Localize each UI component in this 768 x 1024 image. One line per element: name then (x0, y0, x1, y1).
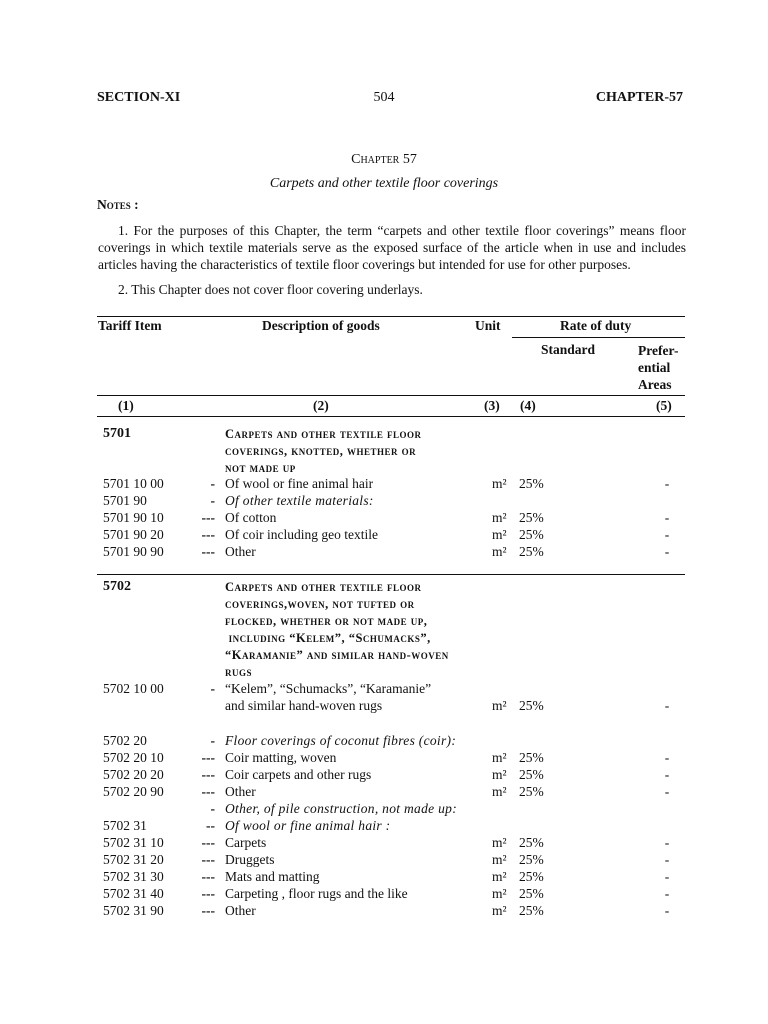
preferential-rate: - (664, 869, 670, 884)
description: “Kelem”, “Schumacks”, “Karamanie” (225, 681, 432, 696)
col-num-2: (2) (313, 398, 329, 413)
level-dash: - (210, 476, 215, 491)
tariff-code: 5701 90 (103, 493, 147, 508)
rate-sub-rule (512, 337, 685, 338)
unit: m² (492, 510, 507, 525)
level-dash: --- (201, 527, 215, 542)
table-row (0, 869, 768, 886)
description: Of cotton (225, 510, 277, 525)
heading-line: Carpets and other textile floor (225, 427, 422, 441)
preferential-rate: - (664, 750, 670, 765)
level-dash: --- (201, 750, 215, 765)
tariff-code: 5702 31 10 (103, 835, 164, 850)
standard-rate: 25% (519, 767, 544, 782)
description: Of wool or fine animal hair (225, 476, 374, 491)
description: Coir carpets and other rugs (225, 767, 372, 782)
unit: m² (492, 869, 507, 884)
level-dash: - (210, 801, 215, 816)
table-row (0, 835, 768, 852)
standard-rate: 25% (519, 869, 544, 884)
tariff-code: 5701 90 20 (103, 527, 164, 542)
table-row (0, 852, 768, 869)
heading-code-5702: 5702 (103, 579, 131, 594)
description: and similar hand-woven rugs (225, 698, 383, 713)
tariff-code: 5702 31 20 (103, 852, 164, 867)
level-dash: - (210, 493, 215, 508)
notes-label: Notes : (97, 197, 139, 212)
heading-line: flocked, whether or not made up, (225, 614, 428, 628)
col-header-description: Description of goods (262, 318, 380, 333)
description: Of coir including geo textile (225, 527, 378, 542)
preferential-rate: - (664, 784, 670, 799)
description: Other (225, 784, 256, 799)
standard-rate: 25% (519, 852, 544, 867)
description: Floor coverings of coconut fibres (coir): (225, 733, 457, 748)
heading-line: including “Kelem”, “Schumacks”, (225, 631, 431, 645)
note-1: 1. For the purposes of this Chapter, the term “carpets and other textile floor coverings” means floor coverings in which textile materials serve as the exposed surface of the article when in use and includes articles having the characteristics of textile floor coverings but intended for use for other purposes. (98, 223, 686, 272)
standard-rate: 25% (519, 886, 544, 901)
standard-rate: 25% (519, 510, 544, 525)
table-row (0, 544, 768, 561)
unit: m² (492, 544, 507, 559)
heading-line: Carpets and other textile floor (225, 580, 422, 594)
heading-line: coverings,woven, not tufted or (225, 597, 415, 611)
unit: m² (492, 767, 507, 782)
description: Other (225, 544, 256, 559)
unit: m² (492, 784, 507, 799)
level-dash: --- (201, 784, 215, 799)
table-row (0, 801, 768, 818)
table-row (0, 493, 768, 510)
preferential-rate: - (664, 698, 670, 713)
tariff-code: 5702 20 90 (103, 784, 164, 799)
preferential-rate: - (664, 476, 670, 491)
description: Other, of pile construction, not made up: (225, 801, 458, 816)
col-header-unit: Unit (475, 318, 501, 333)
table-row (0, 767, 768, 784)
level-dash: - (210, 733, 215, 748)
heading-line: rugs (225, 665, 253, 679)
preferential-rate: - (664, 767, 670, 782)
standard-rate: 25% (519, 527, 544, 542)
chapter-label: CHAPTER-57 (595, 90, 683, 105)
preferential-rate: - (664, 510, 670, 525)
standard-rate: 25% (519, 544, 544, 559)
heading-code-5701: 5701 (103, 426, 131, 441)
description: Carpets (225, 835, 267, 850)
unit: m² (492, 750, 507, 765)
unit: m² (492, 835, 507, 850)
table-row (0, 698, 768, 715)
unit: m² (492, 476, 507, 491)
section-label: SECTION-XI (97, 90, 181, 105)
level-dash: --- (201, 869, 215, 884)
tariff-code: 5701 10 00 (103, 476, 164, 491)
level-dash: --- (201, 767, 215, 782)
col-num-4: (4) (520, 398, 536, 413)
tariff-code: 5702 20 (103, 733, 147, 748)
tariff-code: 5701 90 10 (103, 510, 164, 525)
preferential-rate: - (664, 835, 670, 850)
tariff-code: 5702 31 30 (103, 869, 164, 884)
table-row (0, 750, 768, 767)
table-top-rule (97, 316, 685, 317)
standard-rate: 25% (519, 750, 544, 765)
table-row (0, 527, 768, 544)
description: Carpeting , floor rugs and the like (225, 886, 408, 901)
level-dash: --- (201, 886, 215, 901)
preferential-rate: - (664, 544, 670, 559)
table-row (0, 681, 768, 698)
heading-desc-5702 (225, 579, 495, 681)
table-row (0, 886, 768, 903)
col-header-tariff: Tariff Item (98, 318, 162, 333)
level-dash: --- (201, 903, 215, 918)
heading-line: coverings, knotted, whether or (225, 444, 417, 458)
unit: m² (492, 527, 507, 542)
description: Other (225, 903, 256, 918)
table-row (0, 903, 768, 920)
table-row (0, 733, 768, 750)
tariff-code: 5702 31 (103, 818, 147, 833)
level-dash: --- (201, 510, 215, 525)
table-row (0, 818, 768, 835)
heading-desc-5701 (225, 426, 485, 477)
tariff-code: 5701 90 90 (103, 544, 164, 559)
unit: m² (492, 698, 507, 713)
standard-rate: 25% (519, 698, 544, 713)
tariff-code: 5702 31 40 (103, 886, 164, 901)
col-header-standard: Standard (541, 342, 596, 357)
level-dash: --- (201, 852, 215, 867)
section-divider-rule (97, 574, 685, 575)
tariff-code: 5702 20 10 (103, 750, 164, 765)
description: Of other textile materials: (225, 493, 374, 508)
preferential-rate: - (664, 527, 670, 542)
description: Druggets (225, 852, 275, 867)
unit: m² (492, 886, 507, 901)
heading-line: “Karamanie” and similar hand-woven (225, 648, 449, 662)
col-num-1: (1) (118, 398, 134, 413)
description: Mats and matting (225, 869, 320, 884)
table-row (0, 476, 768, 493)
page-number: 504 (373, 90, 395, 105)
header-rule (97, 395, 685, 396)
standard-rate: 25% (519, 903, 544, 918)
level-dash: -- (206, 818, 215, 833)
note-2: 2. This Chapter does not cover floor covering underlays. (118, 282, 423, 297)
unit: m² (492, 903, 507, 918)
description: Coir matting, woven (225, 750, 337, 765)
col-num-5: (5) (656, 398, 672, 413)
preferential-rate: - (664, 886, 670, 901)
preferential-rate: - (664, 903, 670, 918)
unit: m² (492, 852, 507, 867)
table-row (0, 510, 768, 527)
level-dash: --- (201, 544, 215, 559)
col-header-rate: Rate of duty (560, 318, 632, 333)
tariff-code: 5702 20 20 (103, 767, 164, 782)
level-dash: --- (201, 835, 215, 850)
chapter-title: Chapter 57 (351, 152, 417, 167)
tariff-code: 5702 31 90 (103, 903, 164, 918)
header-bottom-rule (97, 416, 685, 417)
standard-rate: 25% (519, 784, 544, 799)
standard-rate: 25% (519, 835, 544, 850)
level-dash: - (210, 681, 215, 696)
tariff-code: 5702 10 00 (103, 681, 164, 696)
col-num-3: (3) (484, 398, 500, 413)
standard-rate: 25% (519, 476, 544, 491)
chapter-subtitle: Carpets and other textile floor coverings (269, 176, 499, 191)
description: Of wool or fine animal hair : (225, 818, 391, 833)
col-header-preferential: Prefer- ential Areas (638, 343, 679, 392)
table-row (0, 784, 768, 801)
heading-line: not made up (225, 461, 296, 475)
preferential-rate: - (664, 852, 670, 867)
